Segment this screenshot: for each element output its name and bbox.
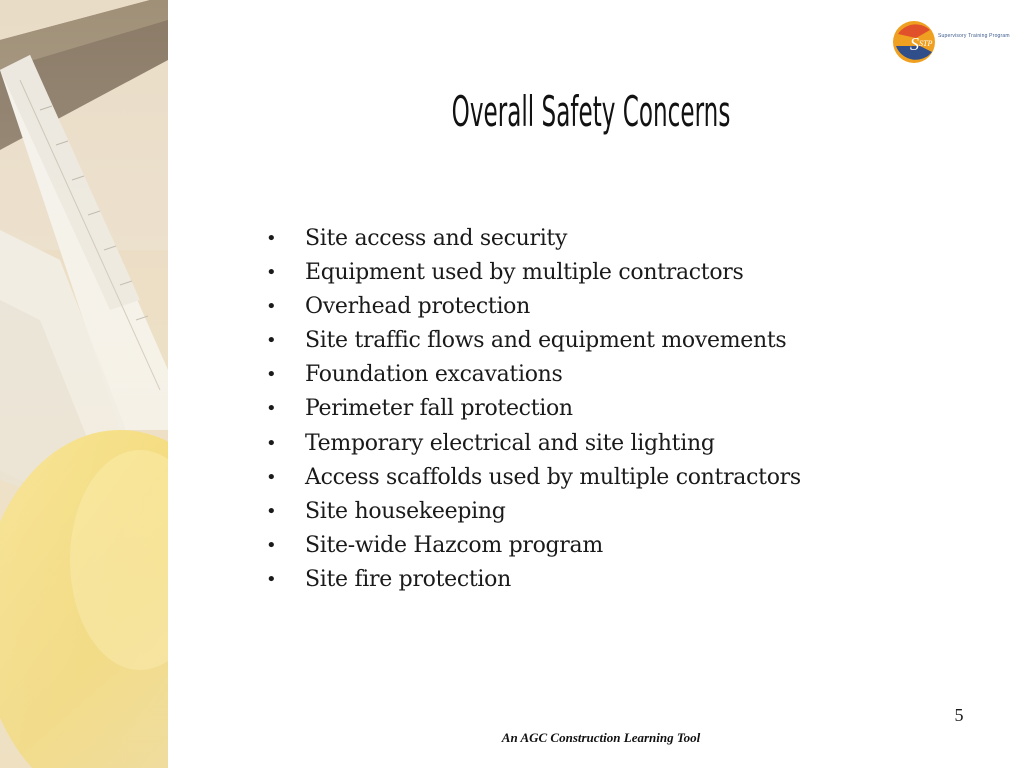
stp-logo	[890, 16, 1010, 68]
construction-tools-illustration	[0, 0, 168, 768]
stp-emblem-icon	[890, 16, 938, 68]
bullet-text: Foundation excavations	[305, 362, 563, 388]
svg-text:S: S	[910, 34, 919, 54]
bullet-dot: •	[266, 568, 277, 590]
bullet-dot: •	[266, 364, 277, 386]
bullet-dot: •	[266, 432, 277, 454]
bullet-text: Site housekeeping	[305, 498, 506, 524]
bullet-dot: •	[266, 466, 277, 488]
bullet-dot: •	[266, 262, 277, 284]
bullet-dot: •	[266, 330, 277, 352]
bullet-dot: •	[266, 296, 277, 318]
bullet-text: Perimeter fall protection	[305, 396, 573, 422]
bullet-text: Site access and security	[305, 226, 568, 251]
bullet-text: Temporary electrical and site lighting	[305, 430, 715, 456]
slide-title: Overall Safety Concerns	[451, 87, 731, 136]
footer-caption: An AGC Construction Learning Tool	[501, 730, 701, 745]
bullet-dot: •	[266, 500, 277, 522]
page-number: 5	[954, 705, 964, 725]
bullet-text: Overhead protection	[305, 294, 530, 320]
title-container	[168, 82, 1014, 142]
bullet-text: Site-wide Hazcom program	[305, 532, 603, 558]
bullet-dot: •	[266, 398, 277, 420]
bullet-text: Equipment used by multiple contractors	[305, 260, 744, 286]
logo-tagline: Supervisory Training Program	[938, 33, 1010, 39]
bullet-dot: •	[266, 534, 277, 556]
bullet-text: Access scaffolds used by multiple contractors	[305, 464, 801, 490]
svg-text:STP: STP	[919, 39, 933, 48]
decorative-photo-panel	[0, 0, 168, 768]
bullet-dot: •	[266, 228, 277, 249]
bullet-text: Site traffic flows and equipment movements	[305, 328, 787, 354]
bullet-text: Site fire protection	[305, 566, 511, 592]
